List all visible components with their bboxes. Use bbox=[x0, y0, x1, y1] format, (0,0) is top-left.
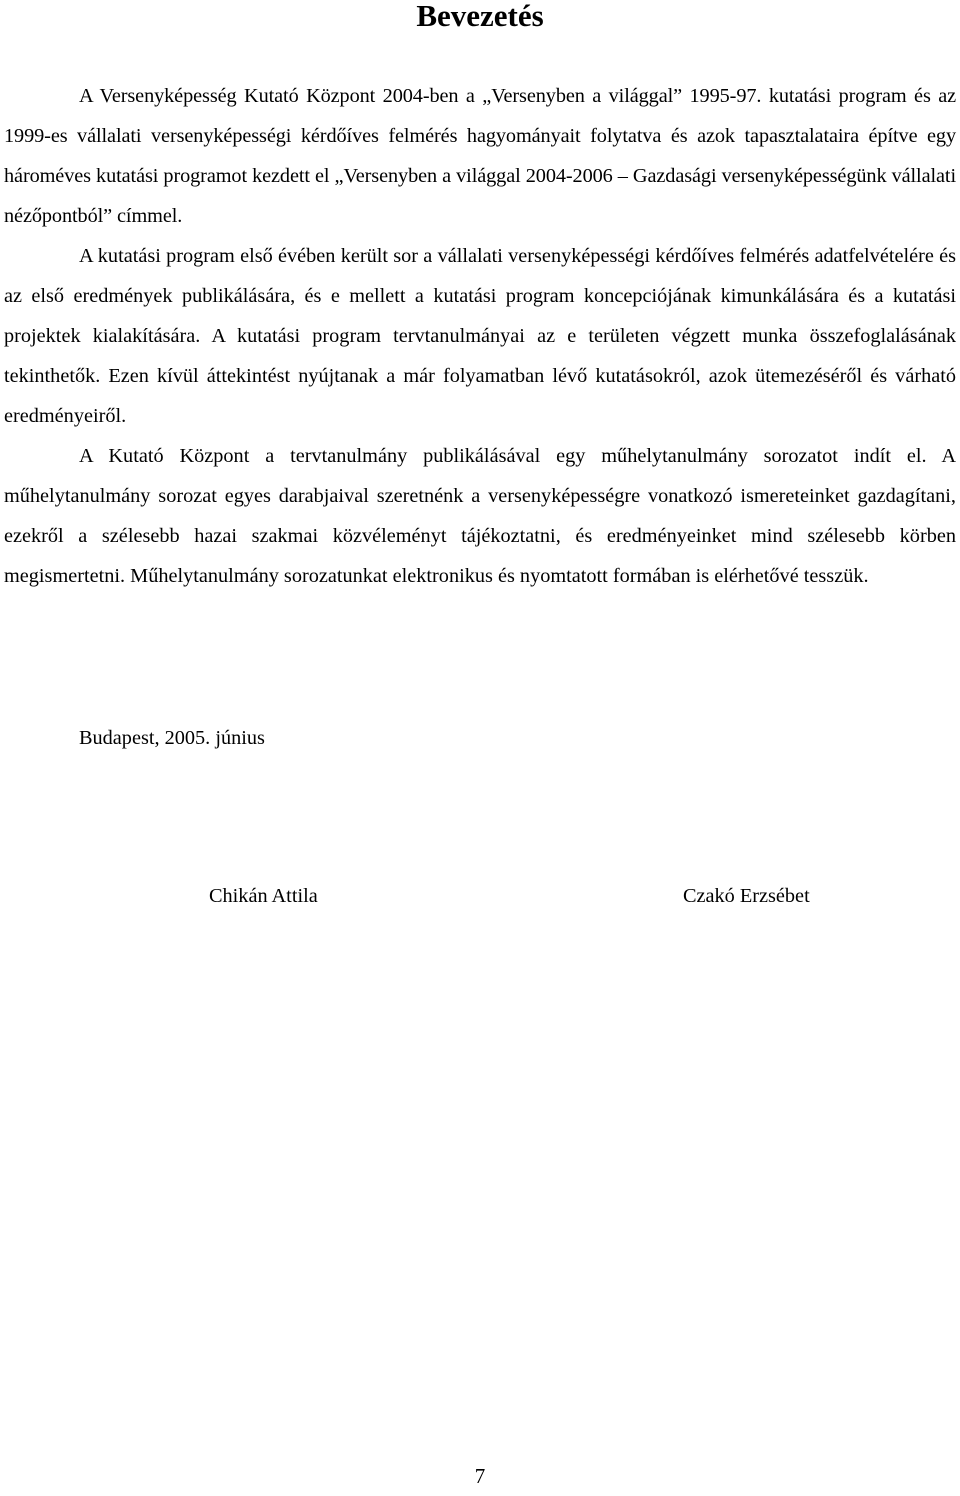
signatory-chikan: Chikán Attila bbox=[209, 885, 318, 907]
introduction-body bbox=[4, 76, 956, 596]
paragraph-first-year: A kutatási program első évében került sor a vállalati versenyképességi kérdőíves felmérés adatfelvételére és az első eredmények publikálására, és e mellett a kutatási program koncepciójának kimunkálására és a kutatási projektek kialakítására. A kutatási program tervtanulmányai az e területen végzett munka összefoglalásának tekinthetők. Ezen kívül áttekintést nyújtanak a már folyamatban lévő kutatásokról, azok ütemezéséről és várható eredményeiről. bbox=[4, 245, 956, 427]
page-number: 7 bbox=[474, 1464, 486, 1488]
signatory-czako: Czakó Erzsébet bbox=[683, 885, 810, 907]
place-and-date: Budapest, 2005. június bbox=[79, 727, 265, 749]
paragraph-workshop-series: A Kutató Központ a tervtanulmány publikálásával egy műhelytanulmány sorozatot indít el. A műhelytanulmány sorozat egyes darabjaival szeretnénk a versenyképességre vonatkozó ismereteinket gazdagítani, ezekről a szélesebb hazai szakmai közvéleményt tájékoztatni, és eredményeinket mind szélesebb körben megismertetni. Műhelytanulmány sorozatunkat elektronikus és nyomtatott formában is elérhetővé tesszük. bbox=[4, 445, 956, 587]
page-title: Bevezetés bbox=[416, 0, 544, 33]
paragraph-program-intro: A Versenyképesség Kutató Központ 2004-ben a „Versenyben a világgal” 1995-97. kutatási program és az 1999-es vállalati versenyképességi kérdőíves felmérés hagyományait folytatva és azok tapasztalataira építve egy hároméves kutatási programot kezdett el „Versenyben a világgal 2004-2006 – Gazdasági versenyképességünk vállalati nézőpontból” címmel. bbox=[4, 85, 956, 227]
